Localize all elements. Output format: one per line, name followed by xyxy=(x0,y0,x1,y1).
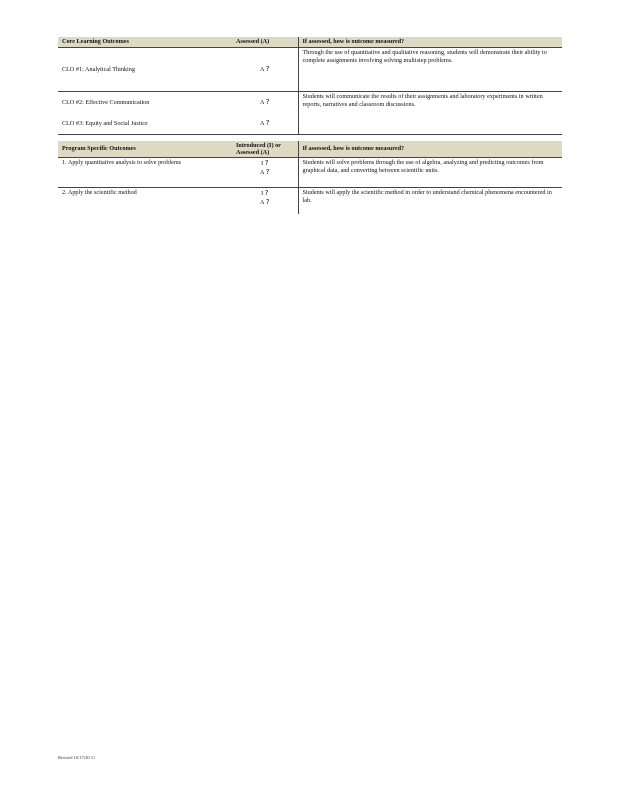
question-mark-icon: ? xyxy=(264,189,269,197)
table-header-row xyxy=(58,37,562,48)
question-mark-icon: ? xyxy=(265,168,270,176)
measure-cell: Through the use of quantitative and qualitative reasoning, students will demonstrate their ability to complete assignments involving solving multistep problems. xyxy=(298,48,562,92)
table-row xyxy=(58,114,562,135)
introduced-mark: I xyxy=(261,160,264,167)
assessment-mark: A xyxy=(260,99,265,107)
table-row xyxy=(58,48,562,92)
assessment-cell xyxy=(232,114,298,135)
column-header: Assessed (A) xyxy=(232,37,298,48)
table-row xyxy=(58,188,562,214)
assessment-cell xyxy=(232,48,298,92)
table-header-row xyxy=(58,141,562,158)
question-mark-icon: ? xyxy=(265,65,270,73)
core-learning-outcomes-table xyxy=(58,37,562,135)
introduced-mark: I xyxy=(261,190,264,197)
table-row xyxy=(58,158,562,188)
measure-cell: Students will solve problems through the use of algebra, analyzing and predicting outcomes from graphical data, and converting between scientific units. xyxy=(298,158,562,188)
measure-cell: Students will apply the scientific method in order to understand chemical phenomena encountered in lab. xyxy=(302,189,552,204)
revision-footer: Revised 10/17/20 11 xyxy=(58,755,96,760)
assessment-cell xyxy=(232,158,298,188)
program-specific-outcomes-table xyxy=(58,141,562,214)
measure-cell xyxy=(298,114,562,135)
column-header: If assessed, how is outcome measured? xyxy=(298,141,562,158)
assessment-cell xyxy=(232,92,298,114)
assessment-mark: A xyxy=(260,120,265,128)
column-header: Introduced (I) or Assessed (A) xyxy=(232,141,298,158)
column-header: If assessed, how is outcome measured? xyxy=(298,37,562,48)
assessment-mark: A xyxy=(260,66,265,73)
outcome-cell: 2. Apply the scientific method xyxy=(62,189,137,196)
outcome-cell: 1. Apply quantitative analysis to solve problems xyxy=(58,158,232,188)
question-mark-icon: ? xyxy=(265,119,270,128)
assessed-mark: A xyxy=(260,169,265,176)
measure-cell: Students will communicate the results of their assignments and laboratory experiments in written reports, narratives and classroom discussions. xyxy=(302,93,543,108)
assessment-cell xyxy=(232,188,298,214)
question-mark-icon: ? xyxy=(264,159,269,167)
question-mark-icon: ? xyxy=(265,98,270,107)
outcome-cell: CLO #1: Analytical Thinking xyxy=(58,48,232,92)
table-row xyxy=(58,92,562,114)
question-mark-icon: ? xyxy=(265,198,270,206)
column-header: Program Specific Outcomes xyxy=(58,141,232,158)
assessed-mark: A xyxy=(260,199,265,206)
column-header: Core Learning Outcomes xyxy=(58,37,232,48)
outcome-cell: CLO #3: Equity and Social Justice xyxy=(58,114,232,135)
outcome-cell: CLO #2: Effective Communication xyxy=(62,98,150,106)
